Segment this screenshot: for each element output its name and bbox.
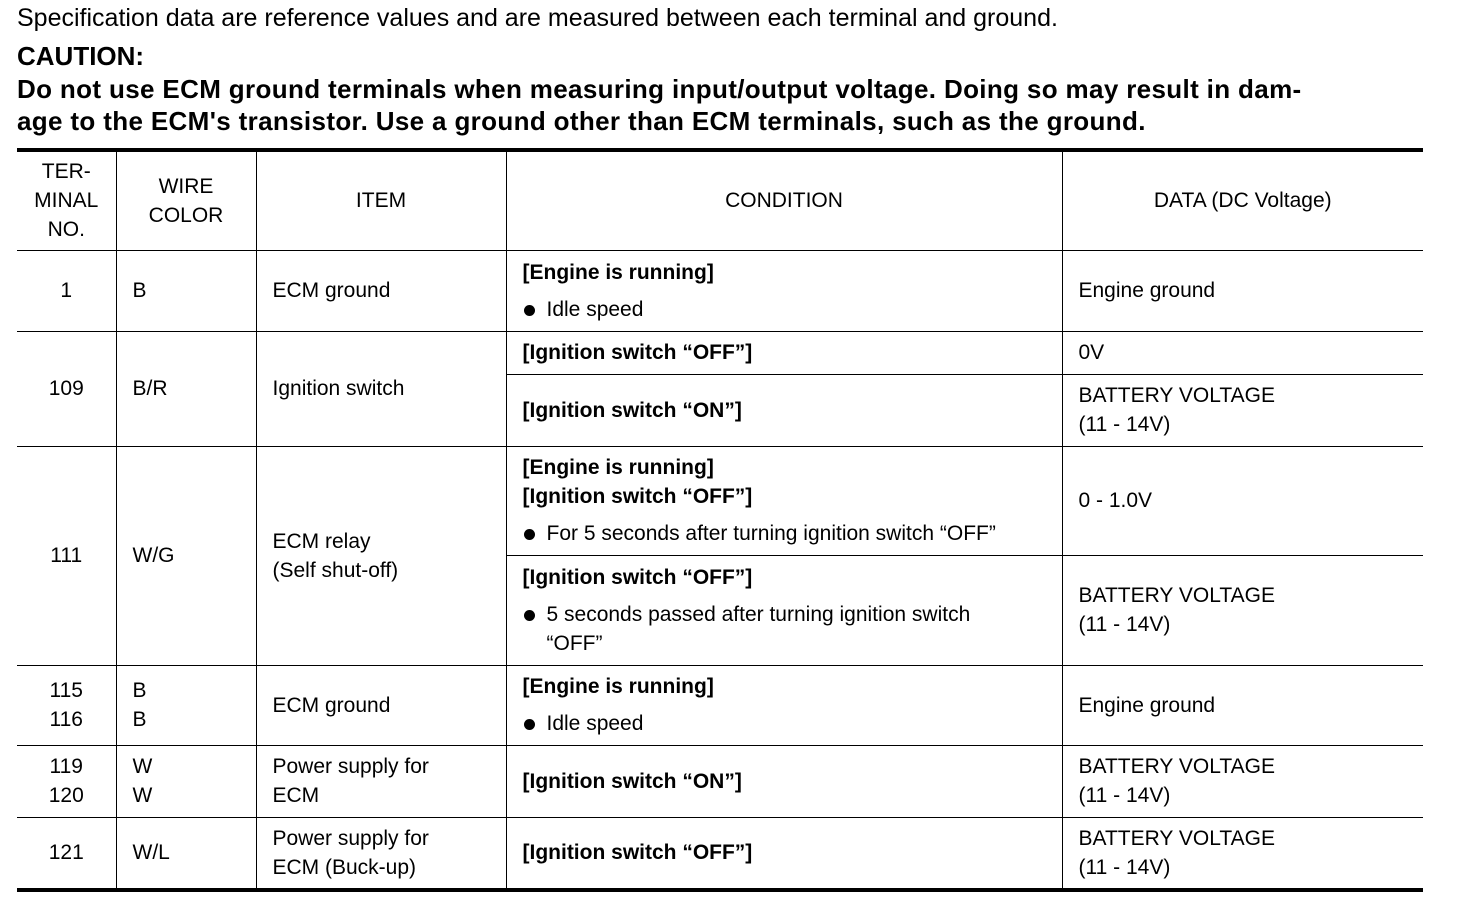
item-cell <box>256 665 506 745</box>
condition-cell <box>506 446 1062 555</box>
condition-bullet <box>523 600 1058 658</box>
condition-bold: [Ignition switch “ON”] <box>522 398 742 422</box>
condition-cell <box>506 665 1062 745</box>
item-value: Power supply for <box>272 826 429 850</box>
data-cell <box>1062 374 1423 446</box>
bullet-text: 5 seconds passed after turning ignition switch <box>546 602 971 626</box>
terminal-number <box>17 250 116 331</box>
data-cell <box>1062 817 1423 890</box>
condition-cell <box>506 817 1062 890</box>
item-value: ECM ground <box>272 279 391 302</box>
terminal-number <box>17 331 116 446</box>
table-header-row <box>17 150 1423 250</box>
item-cell <box>256 817 506 890</box>
bullet-text: Idle speed <box>546 712 644 735</box>
data-value: BATTERY VOLTAGE <box>1078 384 1275 407</box>
condition-bold: [Engine is running] <box>522 675 714 698</box>
item-cell <box>256 331 506 446</box>
item-value: ECM <box>272 784 320 807</box>
caution-text <box>17 73 1437 137</box>
table-row <box>17 331 1423 374</box>
table-row <box>17 817 1423 890</box>
terminal-number <box>17 817 116 890</box>
wire-color <box>116 250 256 331</box>
wire-value: B/R <box>132 377 168 400</box>
item-value: ECM (Buck-up) <box>272 855 417 879</box>
data-cell <box>1062 446 1423 555</box>
condition-bold: [Engine is running] <box>522 456 714 479</box>
item-cell <box>256 446 506 665</box>
terminal-value: 111 <box>50 544 83 567</box>
terminal-value: 1 <box>60 279 73 302</box>
data-value: BATTERY VOLTAGE <box>1078 826 1275 850</box>
data-cell <box>1062 250 1423 331</box>
condition-bold: [Ignition switch “OFF”] <box>522 565 753 589</box>
terminal-value: 109 <box>48 377 84 400</box>
terminal-value: 115 <box>49 679 83 702</box>
terminal-number <box>17 745 116 817</box>
condition-bullet <box>523 295 1058 324</box>
wire-color <box>116 745 256 817</box>
item-value: ECM ground <box>272 693 391 717</box>
terminal-value: 121 <box>48 841 84 865</box>
data-cell <box>1062 745 1423 817</box>
header-terminal-no: TER- MINAL NO. <box>17 150 116 250</box>
header-condition: CONDITION <box>506 150 1062 250</box>
table-row <box>17 745 1423 817</box>
wire-value: B <box>132 279 147 302</box>
data-value: (11 - 14V) <box>1078 413 1171 436</box>
item-value: ECM relay <box>272 529 371 553</box>
caution-line-2: age to the ECM's transistor. Use a ground other than ECM terminals, such as the ground. <box>17 106 1146 136</box>
terminal-number <box>17 446 116 665</box>
wire-color <box>116 665 256 745</box>
table-body <box>17 250 1423 890</box>
data-value: Engine ground <box>1078 279 1216 302</box>
condition-cell <box>506 745 1062 817</box>
header-item: ITEM <box>256 150 506 250</box>
table-row <box>17 250 1423 331</box>
condition-bold: [Ignition switch “OFF”] <box>522 841 753 865</box>
data-value: 0V <box>1078 341 1105 364</box>
spec-note: Specification data are reference values and are measured between each terminal and ground. <box>17 4 1058 32</box>
condition-bold: [Engine is running] <box>522 260 714 284</box>
data-cell <box>1062 331 1423 374</box>
wire-color <box>116 817 256 890</box>
wire-value: B <box>132 708 147 731</box>
wire-value: W <box>132 755 153 778</box>
wire-color <box>116 446 256 665</box>
item-cell <box>256 250 506 331</box>
terminal-value: 119 <box>49 755 83 778</box>
condition-cell <box>506 374 1062 446</box>
bullet-dot-icon <box>524 610 535 621</box>
bullet-text: For 5 seconds after turning ignition switch “OFF” <box>546 522 996 545</box>
condition-cell <box>506 250 1062 331</box>
wire-color <box>116 331 256 446</box>
terminal-value: 116 <box>49 708 83 731</box>
data-value: (11 - 14V) <box>1078 855 1171 879</box>
table-row <box>17 665 1423 745</box>
terminal-number <box>17 665 116 745</box>
data-cell <box>1062 555 1423 665</box>
terminal-table <box>17 148 1423 892</box>
wire-value: W/L <box>132 841 170 865</box>
condition-bold: [Ignition switch “OFF”] <box>522 341 753 364</box>
condition-bullet <box>523 519 1058 548</box>
data-value: BATTERY VOLTAGE <box>1078 755 1275 778</box>
caution-heading: CAUTION: <box>17 41 145 71</box>
header-data: DATA (DC Voltage) <box>1062 150 1423 250</box>
condition-bullet <box>523 709 1058 738</box>
item-cell <box>256 745 506 817</box>
bullet-dot-icon <box>524 719 535 730</box>
bullet-text: “OFF” <box>546 631 603 655</box>
data-cell <box>1062 665 1423 745</box>
data-value: BATTERY VOLTAGE <box>1078 584 1275 607</box>
bullet-dot-icon <box>524 529 535 540</box>
wire-value: W/G <box>132 544 175 567</box>
header-wire-color: WIRE COLOR <box>116 150 256 250</box>
data-value: Engine ground <box>1078 693 1216 717</box>
condition-cell <box>506 555 1062 665</box>
item-value: Ignition switch <box>272 377 405 400</box>
item-value: (Self shut-off) <box>272 558 399 582</box>
wire-value: W <box>132 784 153 807</box>
condition-bold: [Ignition switch “OFF”] <box>522 485 753 508</box>
data-value: (11 - 14V) <box>1078 784 1171 807</box>
terminal-value: 120 <box>48 784 84 807</box>
bullet-text: Idle speed <box>546 297 644 321</box>
condition-cell <box>506 331 1062 374</box>
bullet-dot-icon <box>524 305 535 316</box>
table-row <box>17 446 1423 555</box>
caution-line-1: Do not use ECM ground terminals when measuring input/output voltage. Doing so may result in dam- <box>17 74 1302 104</box>
condition-bold: [Ignition switch “ON”] <box>522 769 742 793</box>
wire-value: B <box>132 679 147 702</box>
item-value: Power supply for <box>272 755 429 778</box>
data-value: 0 - 1.0V <box>1078 489 1153 512</box>
data-value: (11 - 14V) <box>1078 613 1171 636</box>
